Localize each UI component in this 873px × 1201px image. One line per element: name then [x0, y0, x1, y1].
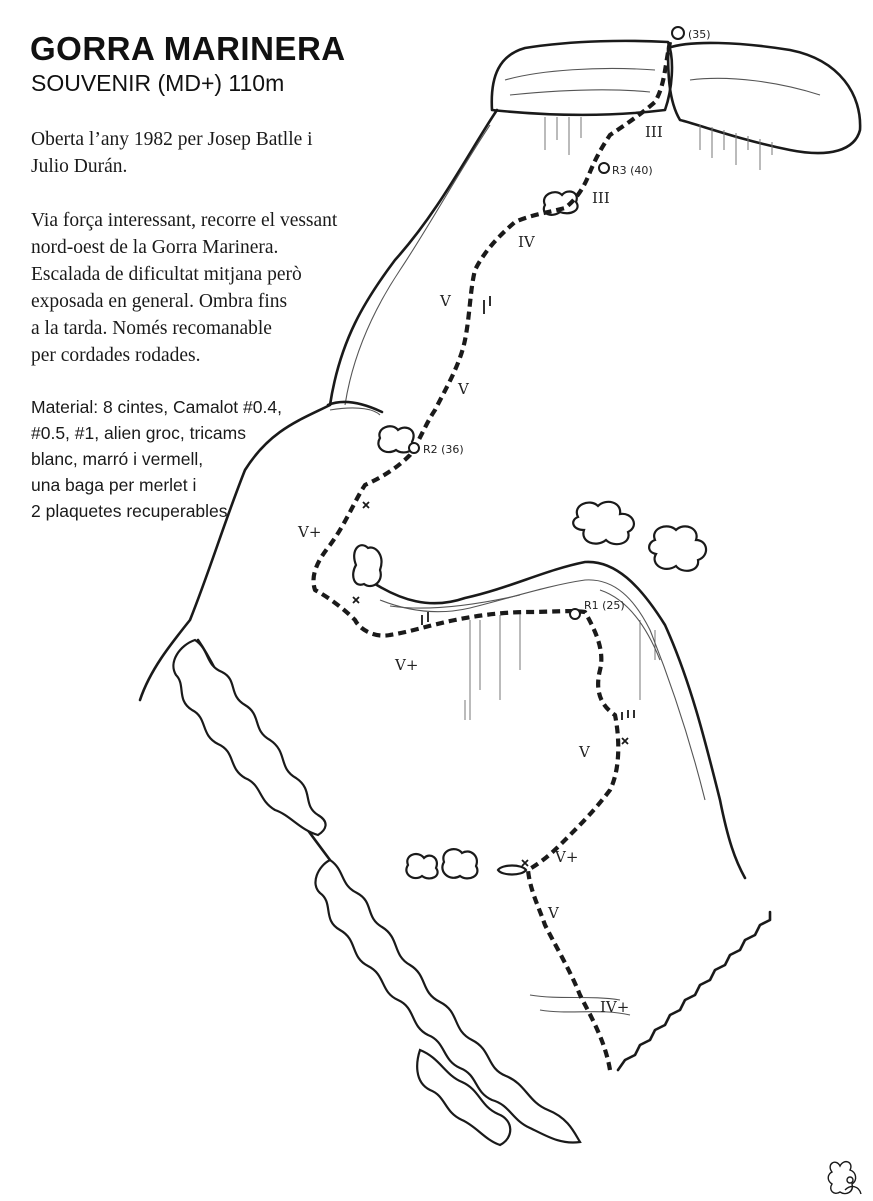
bush-cloud-2 — [649, 526, 706, 570]
belay-label-summit: (35) — [688, 28, 711, 41]
route-description: Via força interessant, recorre el vessant nord-oest de la Gorra Marinera. Escalada de dificultat mitjana però exposada en general. Ombra fins a la tarda. Només recomanable per cordades rodades. — [31, 210, 338, 366]
bolt-marks — [353, 296, 634, 866]
belay-label-r3: R3 (40) — [612, 164, 653, 177]
author-signature-icon — [828, 1162, 861, 1194]
left-profile-inner — [330, 125, 490, 415]
grade-label: III — [645, 123, 663, 141]
belay-label-r1: R1 (25) — [584, 599, 625, 612]
bush-ledge — [353, 545, 381, 586]
grade-label: V+ — [395, 656, 419, 674]
grade-label: V — [548, 904, 559, 922]
route-material: Material: 8 cintes, Camalot #0.4, #0.5, #1, alien groc, tricams blanc, marró i vermell, una baga per merlet i 2 plaquetes recuperables — [31, 397, 282, 521]
grade-label: IV+ — [600, 998, 630, 1016]
grade-label: IV — [518, 233, 535, 251]
belay-r3 — [599, 163, 609, 173]
belay-summit — [672, 27, 684, 39]
belay-r1 — [570, 609, 580, 619]
lower-right-edge — [618, 912, 770, 1070]
bush-low-3 — [498, 866, 526, 875]
belay-markers — [409, 27, 684, 619]
ledge-left — [328, 402, 382, 412]
grade-label: V — [458, 380, 469, 398]
vegetation-band-left — [173, 640, 325, 835]
grade-label: V — [440, 292, 451, 310]
grade-label: III — [592, 189, 610, 207]
grade-label: V+ — [555, 848, 579, 866]
page-title: GORRA MARINERA — [30, 30, 346, 67]
bush-cloud-1 — [573, 502, 634, 544]
belay-label-r2: R2 (36) — [423, 443, 464, 456]
pitch-grades — [297, 123, 663, 1016]
bush-low-1 — [406, 854, 437, 878]
route-subtitle: SOUVENIR (MD+) 110m — [31, 70, 285, 96]
grade-label: V+ — [298, 523, 322, 541]
grade-label: V — [579, 743, 590, 761]
summit-blocks — [492, 41, 860, 153]
route-history: Oberta l’any 1982 per Josep Batlle i Julio Durán. — [31, 129, 313, 177]
belay-r2 — [409, 443, 419, 453]
overhang-hatching — [465, 117, 772, 720]
bush-low-2 — [442, 849, 477, 878]
